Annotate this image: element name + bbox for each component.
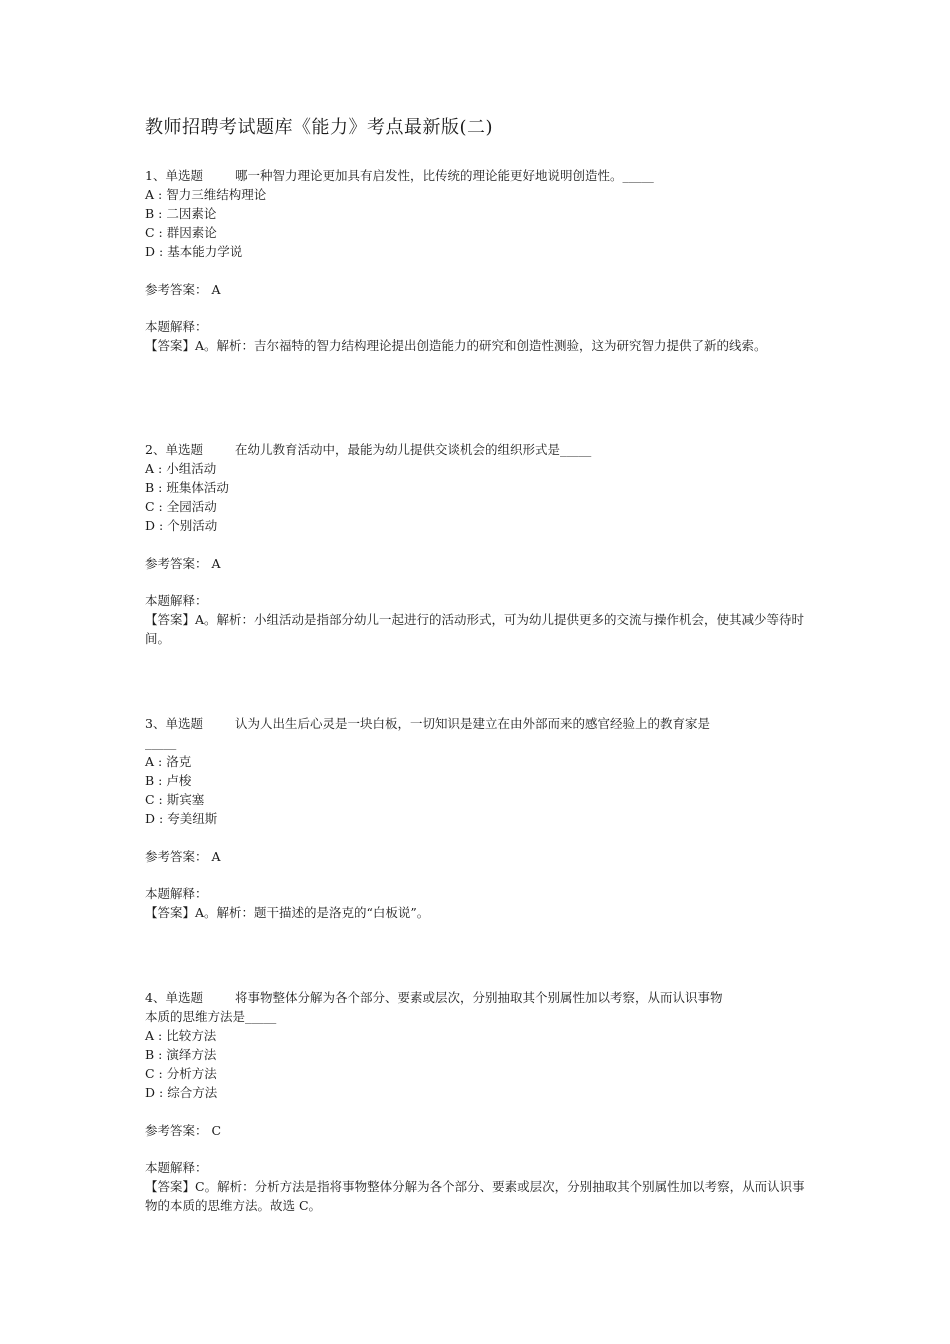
question-stem: 认为人出生后心灵是一块白板，一切知识是建立在由外部而来的感官经验上的教育家是 [234, 716, 710, 731]
option-a: A : 比较方法 [145, 1028, 217, 1043]
option-a: A : 洛克 [145, 754, 192, 769]
explanation-text: 【答案】A。解析：吉尔福特的智力结构理论提出创造能力的研究和创造性测验，这为研究智力提供了新的线索。 [145, 338, 767, 353]
question-stem: 在幼儿教育活动中，最能为幼儿提供交谈机会的组织形式是_____ [234, 442, 592, 457]
explanation-label: 本题解释： [145, 593, 208, 608]
option-d: D : 综合方法 [145, 1085, 218, 1100]
option-c: C : 斯宾塞 [145, 792, 205, 807]
question-stem-continued: _____ [145, 735, 177, 750]
document-title: 教师招聘考试题库《能力》考点最新版(二) [145, 117, 494, 138]
question-number: 4、 [145, 990, 166, 1005]
question-block [145, 166, 805, 355]
explanation-label: 本题解释： [145, 1160, 208, 1175]
answer-value: C [211, 1123, 222, 1138]
question-block [145, 440, 805, 648]
question-block [145, 988, 805, 1215]
question-number: 2、 [145, 442, 166, 457]
option-c: C : 全园活动 [145, 499, 217, 514]
question-type: 单选题 [165, 442, 203, 457]
question-stem: 将事物整体分解为各个部分、要素或层次，分别抽取其个别属性加以考察，从而认识事物 [234, 990, 723, 1005]
question-type: 单选题 [165, 168, 203, 183]
question-stem: 哪一种智力理论更加具有启发性，比传统的理论能更好地说明创造性。_____ [234, 168, 654, 183]
answer-value: A [211, 849, 221, 864]
question-block [145, 714, 805, 922]
explanation-label: 本题解释： [145, 319, 208, 334]
question-header [145, 440, 805, 459]
question-number: 3、 [145, 716, 166, 731]
reference-answer: 参考答案： C [145, 1123, 222, 1138]
question-type: 单选题 [165, 716, 203, 731]
option-c: C : 群因素论 [145, 225, 217, 240]
answer-value: A [211, 556, 221, 571]
option-a: A : 小组活动 [145, 461, 217, 476]
reference-answer: 参考答案： A [145, 849, 221, 864]
explanation-text: 【答案】A。解析：题干描述的是洛克的“白板说”。 [145, 905, 430, 920]
option-a: A : 智力三维结构理论 [145, 187, 267, 202]
option-b: B : 班集体活动 [145, 480, 229, 495]
option-b: B : 二因素论 [145, 206, 217, 221]
option-b: B : 演绎方法 [145, 1047, 217, 1062]
question-header [145, 166, 805, 185]
option-b: B : 卢梭 [145, 773, 192, 788]
option-d: D : 个别活动 [145, 518, 218, 533]
explanation-text: 【答案】A。解析：小组活动是指部分幼儿一起进行的活动形式，可为幼儿提供更多的交流与操作机会，使其减少等待时间。 [145, 612, 805, 646]
option-d: D : 夸美纽斯 [145, 811, 218, 826]
question-number: 1、 [145, 168, 166, 183]
question-header [145, 714, 805, 733]
reference-answer: 参考答案： A [145, 282, 221, 297]
explanation-text: 【答案】C。解析：分析方法是指将事物整体分解为各个部分、要素或层次，分别抽取其个别属性加以考察，从而认识事物的本质的思维方法。故选 C。 [145, 1179, 805, 1213]
answer-value: A [211, 282, 221, 297]
reference-answer: 参考答案： A [145, 556, 221, 571]
question-stem-continued: 本质的思维方法是_____ [145, 1009, 277, 1024]
question-header [145, 988, 805, 1007]
option-d: D : 基本能力学说 [145, 244, 243, 259]
explanation-label: 本题解释： [145, 886, 208, 901]
question-type: 单选题 [165, 990, 203, 1005]
option-c: C : 分析方法 [145, 1066, 217, 1081]
